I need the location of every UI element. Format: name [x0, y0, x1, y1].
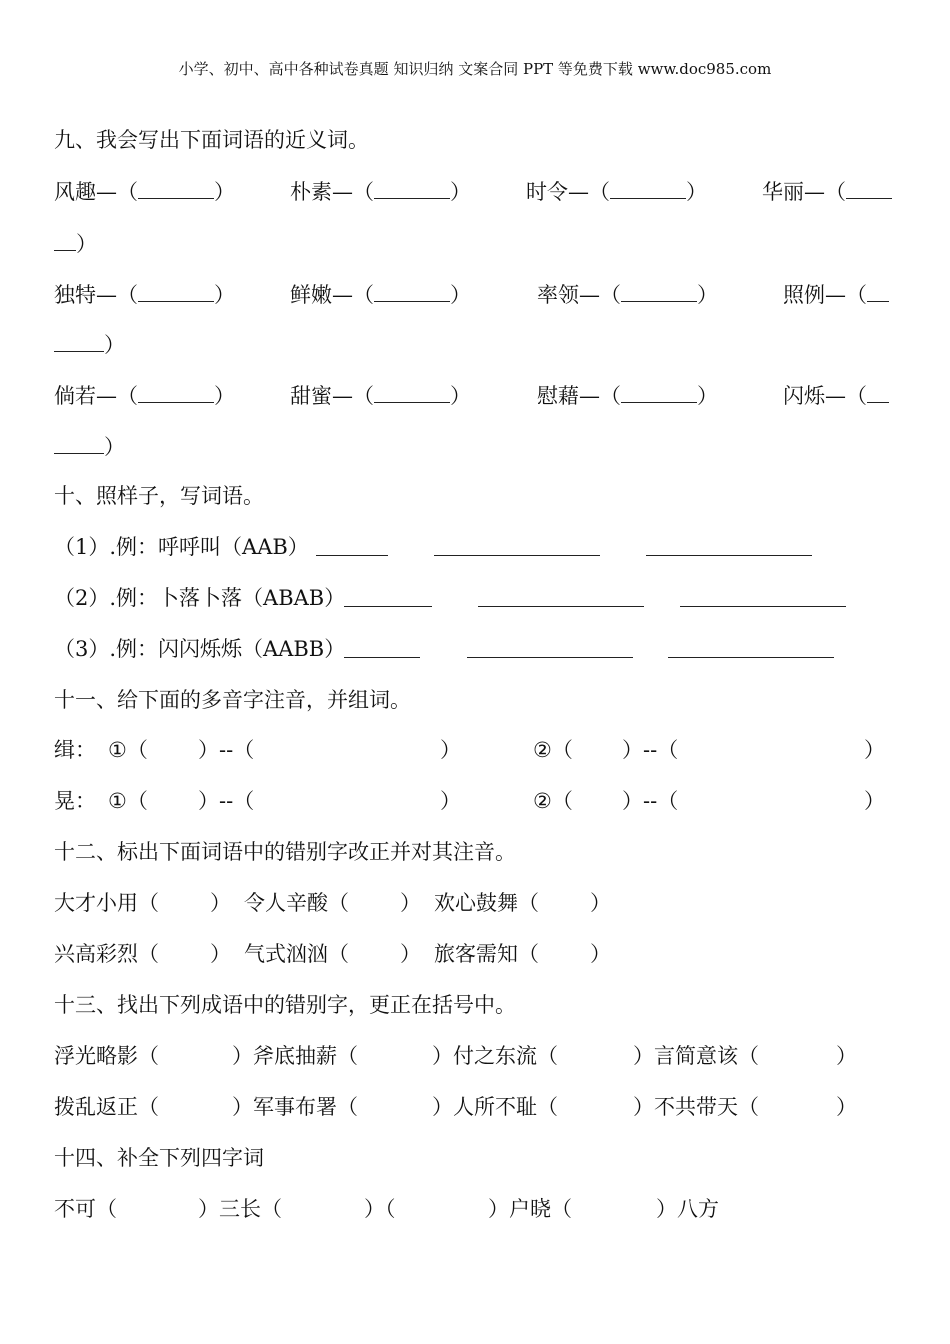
page-header: 小学、初中、高中各种试卷真题 知识归纳 文案合同 PPT 等免费下载 www.doc985.com — [178, 60, 772, 78]
section-10-title: 十、照样子，写词语。 — [54, 484, 264, 508]
answer-blank[interactable] — [621, 283, 697, 302]
section-11-title: 十一、给下面的多音字注音，并组词。 — [54, 688, 411, 712]
answer-blank[interactable] — [621, 384, 697, 403]
answer-line[interactable] — [646, 537, 812, 556]
section-9-title: 九、我会写出下面词语的近义词。 — [54, 128, 369, 152]
polyphone-char: 晃： — [54, 789, 96, 813]
answer-blank-cont[interactable] — [54, 333, 104, 352]
word-weijie: 慰藉—（ — [537, 384, 621, 408]
word-shuailing: 率领—（ — [537, 283, 621, 307]
example-aabb: （3）.例：闪闪烁烁（AABB） — [54, 637, 346, 661]
section-13-title: 十三、找出下列成语中的错别字，更正在括号中。 — [54, 993, 516, 1017]
word-tianmi: 甜蜜—（ — [290, 384, 374, 408]
section-12-title: 十二、标出下面词语中的错别字改正并对其注音。 — [54, 840, 516, 864]
answer-blank[interactable] — [374, 384, 450, 403]
answer-line[interactable] — [344, 588, 432, 607]
answer-blank-cont[interactable] — [54, 232, 76, 251]
answer-blank[interactable] — [374, 283, 450, 302]
word-shiling: 时令—（ — [526, 180, 610, 204]
polyphone-char: 缉： — [54, 738, 96, 762]
example-abab: （2）.例：卜落卜落（ABAB） — [54, 586, 346, 610]
answer-line[interactable] — [316, 537, 388, 556]
answer-line[interactable] — [668, 639, 834, 658]
answer-blank[interactable] — [138, 283, 214, 302]
word-dute: 独特—（ — [54, 283, 138, 307]
answer-blank[interactable] — [867, 283, 889, 302]
answer-line[interactable] — [467, 639, 633, 658]
word-fengqu: 风趣—（ — [54, 180, 138, 204]
answer-line[interactable] — [434, 537, 600, 556]
answer-line[interactable] — [478, 588, 644, 607]
answer-blank[interactable] — [846, 180, 892, 199]
answer-line[interactable] — [344, 639, 420, 658]
answer-blank[interactable] — [867, 384, 889, 403]
answer-line[interactable] — [680, 588, 846, 607]
word-pusu: 朴素—（ — [290, 180, 374, 204]
answer-blank[interactable] — [138, 384, 214, 403]
word-shanshuo: 闪烁—（ — [783, 384, 867, 408]
section-14-title: 十四、补全下列四字词 — [54, 1146, 264, 1170]
answer-blank[interactable] — [374, 180, 450, 199]
word-zhaoli: 照例—（ — [783, 283, 867, 307]
word-tangruo: 倘若—（ — [54, 384, 138, 408]
word-huali: 华丽—（ — [762, 180, 846, 204]
answer-blank[interactable] — [610, 180, 686, 199]
example-aab: （1）.例：呼呼叫（AAB） — [54, 535, 309, 559]
answer-blank[interactable] — [138, 180, 214, 199]
answer-blank-cont[interactable] — [54, 435, 104, 454]
word-xiannen: 鲜嫩—（ — [290, 283, 374, 307]
